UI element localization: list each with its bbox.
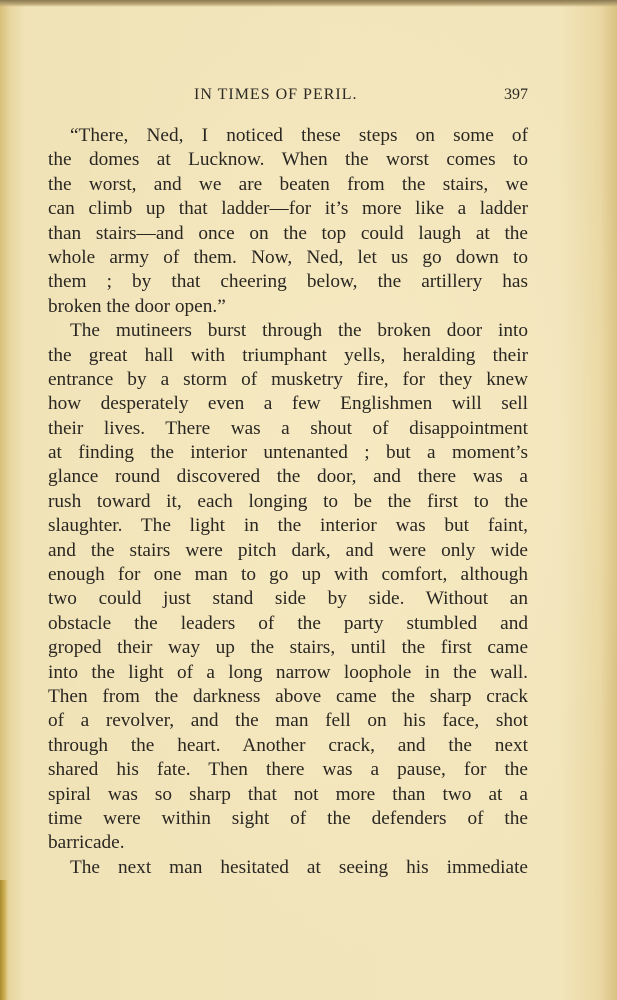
text-line: shared his fate. Then there was a pause, for the [48, 759, 528, 781]
text-line: The next man hesitated at seeing his immediate [70, 856, 528, 878]
text-line: than stairs—and once on the top could laugh at the [48, 222, 528, 244]
running-head: IN TIMES OF PERIL. [194, 86, 358, 103]
text-line: obstacle the leaders of the party stumbled and [48, 612, 528, 634]
text-line: barricade. [48, 832, 125, 854]
text-line: groped their way up the stairs, until the first came [48, 637, 528, 659]
text-line: through the heart. Another crack, and the next [48, 734, 528, 756]
text-line: and the stairs were pitch dark, and were only wide [48, 539, 528, 561]
text-line: of a revolver, and the man fell on his face, shot [48, 710, 528, 732]
page-top-edge [0, 0, 617, 7]
text-line: glance round discovered the door, and there was a [48, 466, 528, 488]
text-line: spiral was so sharp that not more than two at a [48, 783, 528, 805]
text-line: the domes at Lucknow. When the worst comes to [48, 149, 528, 171]
text-line: two could just stand side by side. Without an [48, 588, 528, 610]
page-header [48, 86, 528, 110]
text-line: broken the door open.” [48, 295, 226, 317]
text-line: the worst, and we are beaten from the stairs, we [48, 173, 528, 195]
text-line: at finding the interior untenanted ; but a moment’s [48, 442, 528, 464]
text-line: enough for one man to go up with comfort, although [48, 564, 528, 586]
text-line: their lives. There was a shout of disappointment [48, 417, 528, 439]
page-spine-shadow [0, 880, 8, 1000]
text-line: how desperately even a few Englishmen will sell [48, 393, 528, 415]
page-number: 397 [504, 86, 528, 103]
text-line: The mutineers burst through the broken door into [70, 320, 528, 342]
text-line: the great hall with triumphant yells, heralding their [48, 344, 528, 366]
text-line: “There, Ned, I noticed these steps on some of [70, 125, 528, 146]
text-line: time were within sight of the defenders of the [48, 807, 528, 829]
body-text [48, 124, 528, 880]
text-line: them ; by that cheering below, the artillery has [48, 271, 528, 293]
text-line: rush toward it, each longing to be the first to the [48, 490, 528, 512]
text-line: whole army of them. Now, Ned, let us go down to [48, 246, 528, 268]
text-line: slaughter. The light in the interior was but faint, [48, 515, 528, 537]
text-line: entrance by a storm of musketry fire, for they knew [48, 368, 528, 390]
text-line: into the light of a long narrow loophole in the wall. [48, 661, 528, 683]
text-line: Then from the darkness above came the sharp crack [48, 685, 528, 707]
text-line: can climb up that ladder—for it’s more like a ladder [48, 198, 528, 220]
